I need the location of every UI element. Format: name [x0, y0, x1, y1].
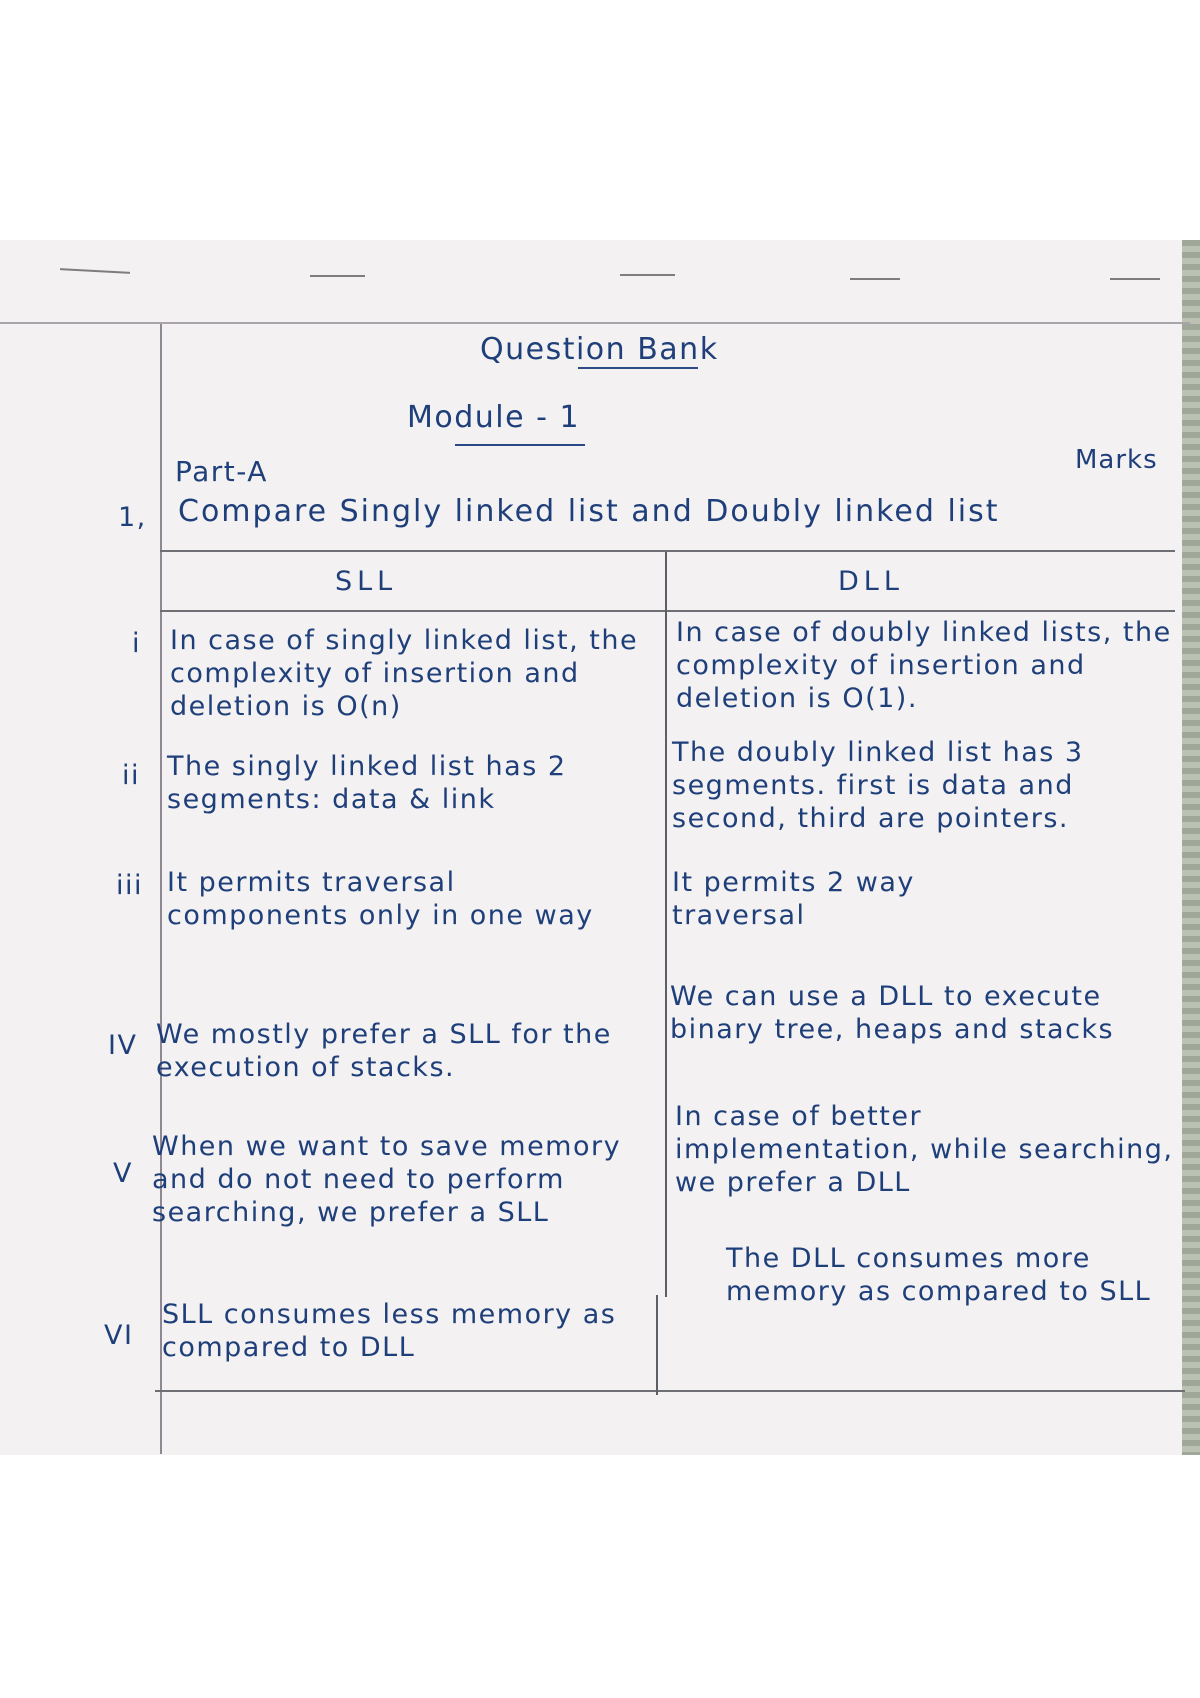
table-cell-sll: The singly linked list has 2 segments: data & link [167, 751, 567, 815]
page-binding-edge [1182, 240, 1200, 1455]
title-underline [578, 367, 698, 369]
question-number: 1, [118, 502, 147, 533]
column-header-sll: SLL [335, 566, 398, 597]
table-header-rule [160, 610, 1175, 612]
perforation-mark [310, 275, 365, 277]
perforation-mark [60, 268, 130, 274]
table-cell-sll: We mostly prefer a SLL for the execution of stacks. [156, 1019, 612, 1083]
table-cell-dll: We can use a DLL to execute binary tree, heaps and stacks [670, 981, 1115, 1045]
row-numeral: ii [122, 760, 141, 791]
marks-label: Marks [1075, 445, 1158, 475]
table-column-divider [656, 1295, 658, 1395]
row-numeral: VI [104, 1320, 134, 1351]
notebook-page [0, 240, 1200, 1455]
perforation-mark [850, 278, 900, 280]
table-cell-sll: When we want to save memory and do not need to perform searching, we prefer a SLL [152, 1131, 622, 1228]
table-bottom-rule [155, 1390, 1185, 1392]
table-cell-sll: In case of singly linked list, the complexity of insertion and deletion is O(n) [170, 625, 639, 722]
column-header-dll: DLL [838, 566, 904, 597]
module-heading: Module - 1 [407, 400, 581, 435]
table-cell-sll: SLL consumes less memory as compared to DLL [162, 1299, 617, 1363]
page-margin-rule [160, 324, 162, 1454]
table-cell-dll: It permits 2 way traversal [672, 867, 915, 931]
module-underline [455, 444, 585, 446]
page-title: Question Bank [480, 332, 719, 367]
table-cell-dll: The doubly linked list has 3 segments. first is data and second, third are pointers. [672, 737, 1084, 834]
table-top-rule [160, 550, 1175, 552]
table-column-divider [665, 552, 667, 1297]
row-numeral: IV [108, 1030, 138, 1061]
question-text: Compare Singly linked list and Doubly linked list [178, 494, 1000, 529]
perforation-mark [620, 274, 675, 276]
perforation-mark [1110, 278, 1160, 280]
row-numeral: i [132, 628, 142, 659]
table-cell-sll: It permits traversal components only in one way [167, 867, 594, 931]
row-numeral: V [113, 1158, 133, 1189]
page-top-rule [0, 322, 1190, 324]
part-label: Part-A [175, 455, 268, 488]
row-numeral: iii [116, 870, 144, 901]
table-cell-dll: The DLL consumes more memory as compared to SLL [726, 1243, 1152, 1307]
table-cell-dll: In case of doubly linked lists, the complexity of insertion and deletion is O(1). [676, 617, 1172, 714]
table-cell-dll: In case of better implementation, while searching, we prefer a DLL [675, 1101, 1174, 1198]
